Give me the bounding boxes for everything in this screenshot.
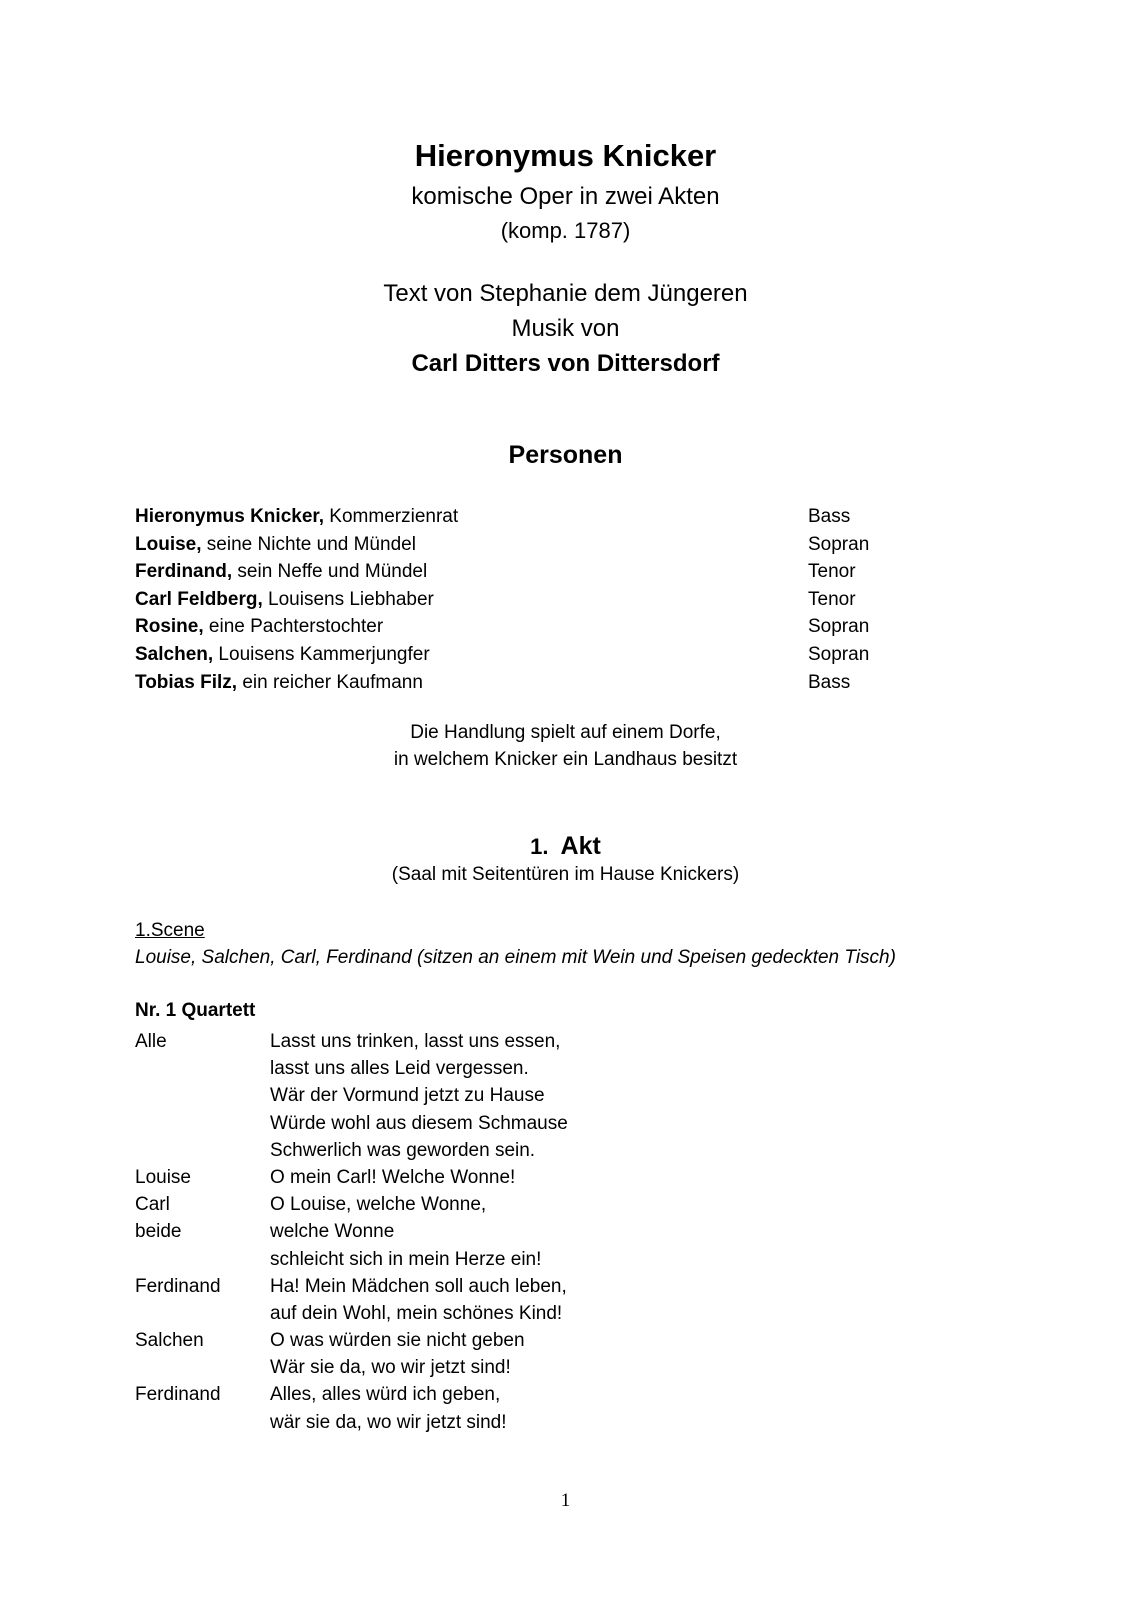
- libretto: [135, 1028, 835, 1436]
- opera-title: Hieronymus Knicker: [414, 138, 717, 173]
- libretto-row: [135, 1191, 835, 1218]
- cast-role: seine Nichte und Mündel: [201, 533, 416, 555]
- verse-line: O Louise, welche Wonne,: [270, 1194, 487, 1216]
- libretto-row: [135, 1409, 835, 1436]
- verse-line: O mein Carl! Welche Wonne!: [270, 1166, 516, 1188]
- cast-role: eine Pachterstochter: [203, 616, 384, 638]
- verse-line: lasst uns alles Leid vergessen.: [270, 1058, 529, 1080]
- cast-name: Salchen,: [135, 643, 214, 665]
- libretto-row: [135, 1028, 835, 1055]
- verse-line: O was würden sie nicht geben: [270, 1330, 525, 1352]
- act-scene-description: (Saal mit Seitentüren im Hause Knickers): [391, 864, 740, 885]
- speaker: Carl: [135, 1194, 170, 1216]
- librettist-line: Text von Stephanie dem Jüngeren: [383, 280, 748, 307]
- cast-row: [135, 586, 905, 614]
- cast-name: Rosine,: [135, 616, 204, 638]
- cast-name: Tobias Filz,: [135, 671, 238, 693]
- cast-voice: Bass: [808, 506, 851, 527]
- music-by-line: Musik von: [511, 315, 620, 342]
- cast-name: Hieronymus Knicker,: [135, 506, 325, 527]
- speaker: Ferdinand: [135, 1384, 221, 1406]
- verse-line: Ha! Mein Mädchen soll auch leben,: [270, 1275, 567, 1297]
- setting-line-2: in welchem Knicker ein Landhaus besitzt: [393, 749, 738, 770]
- cast-voice: Sopran: [808, 616, 870, 638]
- cast-row: [135, 503, 905, 531]
- cast-row: [135, 531, 905, 559]
- cast-voice: Sopran: [808, 533, 870, 555]
- page-number: 1: [560, 1490, 571, 1511]
- libretto-row: [135, 1381, 835, 1408]
- libretto-row: [135, 1354, 835, 1381]
- verse-line: Wär sie da, wo wir jetzt sind!: [270, 1357, 511, 1379]
- speaker: Salchen: [135, 1330, 204, 1352]
- cast-name: Louise,: [135, 533, 202, 555]
- verse-line: Lasst uns trinken, lasst uns essen,: [270, 1031, 561, 1052]
- scene-cast: Louise, Salchen, Carl, Ferdinand (sitzen an einem mit Wein und Speisen gedeckten Tisch): [135, 947, 896, 968]
- setting-line-1: Die Handlung spielt auf einem Dorfe,: [410, 722, 721, 743]
- verse-line: wär sie da, wo wir jetzt sind!: [270, 1411, 507, 1433]
- speaker: Ferdinand: [135, 1275, 221, 1297]
- cast-voice: Tenor: [808, 561, 856, 583]
- act-label: Akt: [560, 832, 601, 860]
- cast-row: [135, 613, 905, 641]
- number-heading: Nr. 1 Quartett: [135, 1000, 256, 1021]
- libretto-row: [135, 1164, 835, 1191]
- cast-role: Kommerzienrat: [324, 506, 459, 527]
- cast-row: [135, 641, 905, 669]
- libretto-row: [135, 1218, 835, 1245]
- cast-role: ein reicher Kaufmann: [237, 671, 423, 693]
- libretto-row: [135, 1082, 835, 1109]
- persons-heading: Personen: [508, 441, 623, 469]
- cast-row: [135, 669, 905, 697]
- speaker: beide: [135, 1221, 182, 1243]
- cast-name: Ferdinand,: [135, 561, 233, 583]
- verse-line: Wär der Vormund jetzt zu Hause: [270, 1085, 545, 1107]
- verse-line: Würde wohl aus diesem Schmause: [270, 1112, 568, 1134]
- opera-subtitle: komische Oper in zwei Akten: [411, 183, 720, 210]
- verse-line: schleicht sich in mein Herze ein!: [270, 1248, 542, 1270]
- cast-row: [135, 558, 905, 586]
- speaker: Alle: [135, 1031, 167, 1052]
- scene-label: 1.Scene: [135, 920, 205, 941]
- libretto-row: [135, 1300, 835, 1327]
- composer-name: Carl Ditters von Dittersdorf: [411, 350, 720, 377]
- composition-year: (komp. 1787): [500, 218, 631, 243]
- verse-line: welche Wonne: [270, 1221, 395, 1243]
- cast-role: Louisens Liebhaber: [262, 588, 434, 610]
- verse-line: auf dein Wohl, mein schönes Kind!: [270, 1302, 563, 1324]
- cast-voice: Tenor: [808, 588, 856, 610]
- libretto-row: [135, 1273, 835, 1300]
- cast-list: [135, 503, 905, 696]
- act-heading: [0, 832, 1131, 861]
- verse-line: Schwerlich was geworden sein.: [270, 1139, 536, 1161]
- libretto-row: [135, 1110, 835, 1137]
- act-number: 1.: [530, 834, 549, 859]
- cast-voice: Sopran: [808, 643, 870, 665]
- verse-line: Alles, alles würd ich geben,: [270, 1384, 501, 1406]
- cast-voice: Bass: [808, 671, 851, 693]
- speaker: Louise: [135, 1166, 191, 1188]
- libretto-row: [135, 1055, 835, 1082]
- libretto-row: [135, 1327, 835, 1354]
- cast-name: Carl Feldberg,: [135, 588, 263, 610]
- cast-role: sein Neffe und Mündel: [232, 561, 428, 583]
- libretto-row: [135, 1246, 835, 1273]
- cast-role: Louisens Kammerjungfer: [213, 643, 430, 665]
- libretto-row: [135, 1137, 835, 1164]
